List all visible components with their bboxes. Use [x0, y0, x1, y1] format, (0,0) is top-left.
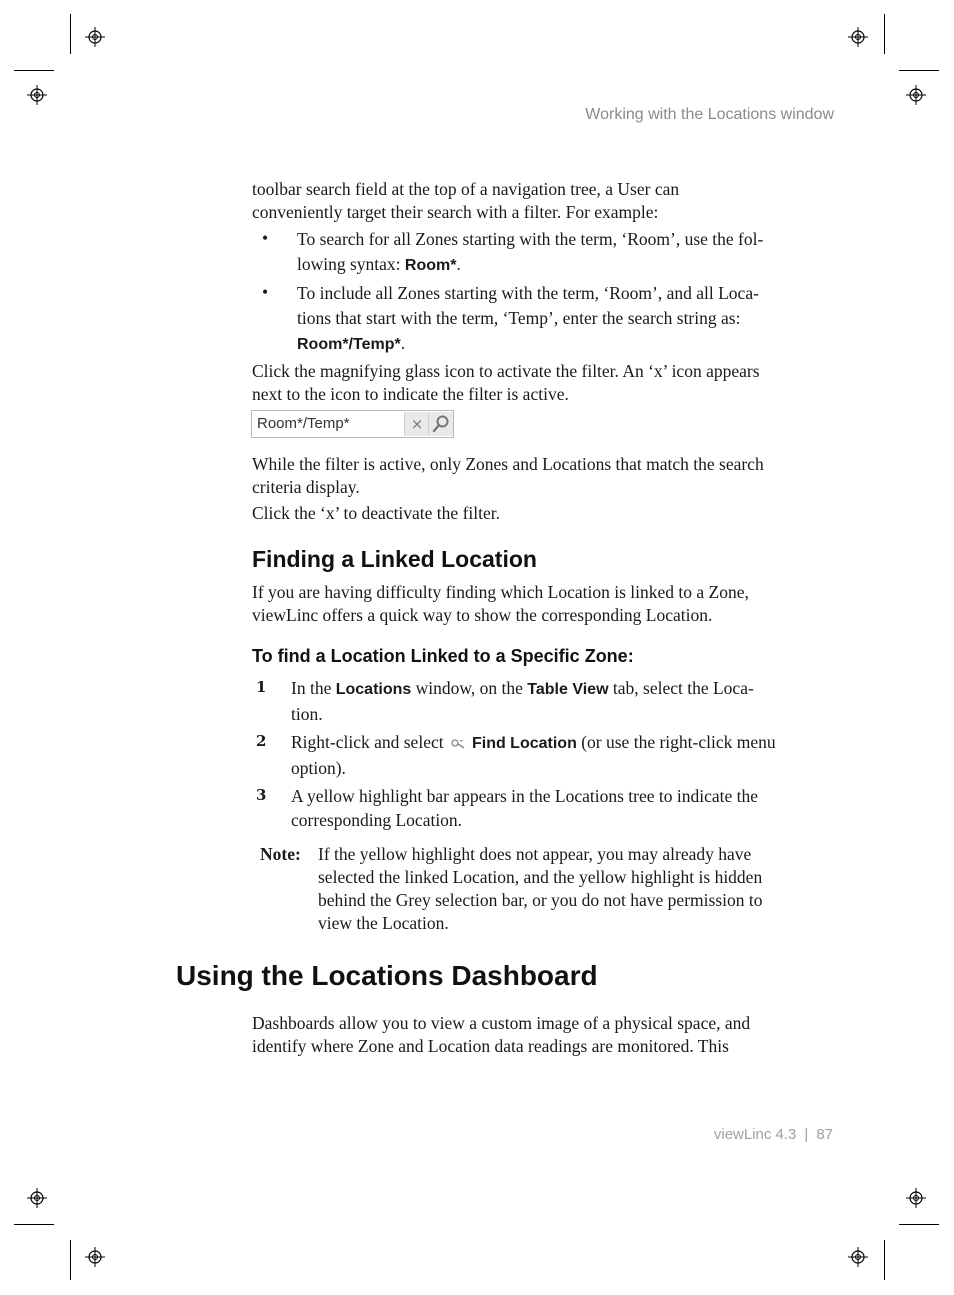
note-line: If the yellow highlight does not appear, you may already have — [318, 844, 752, 864]
linked-location-paragraph — [252, 581, 832, 626]
registration-mark-icon — [85, 1247, 105, 1267]
step-text: tab, select the Loca- — [608, 678, 754, 698]
punctuation: . — [400, 333, 406, 353]
crop-mark — [70, 14, 71, 54]
linked-line: If you are having difficulty finding which Location is linked to a Zone, — [252, 582, 749, 602]
search-input-value[interactable]: Room*/Temp* — [257, 415, 350, 432]
step-number: 1 — [256, 678, 267, 696]
crop-mark — [14, 1224, 54, 1225]
bullet-item — [252, 281, 822, 357]
step-text: window, on the — [411, 678, 528, 698]
registration-mark-icon — [27, 1188, 47, 1208]
section-heading-linked-location: Finding a Linked Location — [252, 546, 537, 572]
filter-line: next to the icon to indicate the filter is active. — [252, 383, 569, 404]
note-line: behind the Grey selection bar, or you do not have permission to — [318, 890, 763, 910]
filter-paragraph — [252, 360, 832, 405]
search-syntax-code: Room*/Temp* — [297, 336, 401, 353]
note-line: view the Location. — [318, 913, 449, 933]
dashboard-line: Dashboards allow you to view a custom image of a physical space, and — [252, 1013, 751, 1033]
step-text: (or use the right-click menu — [576, 732, 776, 752]
deactivate-paragraph: Click the ‘x’ to deactivate the filter. — [252, 503, 500, 523]
bullet-line: To search for all Zones starting with the term, ‘Room’, use the fol- — [297, 229, 764, 249]
bullet-item — [252, 227, 822, 278]
procedure-step — [256, 676, 826, 726]
step-number: 3 — [256, 786, 267, 804]
intro-paragraph — [252, 178, 832, 223]
search-field-example[interactable] — [251, 410, 454, 438]
linked-line: viewLinc offers a quick way to show the corresponding Location. — [252, 604, 713, 625]
registration-mark-icon — [85, 27, 105, 47]
registration-mark-icon — [848, 27, 868, 47]
crop-mark — [70, 1240, 71, 1280]
section-heading-dashboard: Using the Locations Dashboard — [176, 960, 598, 991]
search-syntax-code: Room* — [404, 257, 457, 274]
find-location-icon — [450, 738, 466, 750]
step-text: Right-click and select — [291, 732, 448, 752]
step-text: tion. — [291, 704, 323, 724]
crop-mark — [899, 70, 939, 71]
footer-separator: | — [804, 1126, 809, 1143]
dashboard-paragraph — [252, 1012, 832, 1057]
procedure-step — [256, 730, 826, 780]
note-block — [260, 843, 830, 935]
procedure-step — [256, 784, 826, 832]
footer-product: viewLinc 4.3 — [713, 1126, 797, 1143]
crop-mark — [899, 1224, 939, 1225]
step-text: In the — [291, 678, 336, 698]
punctuation: . — [456, 254, 461, 274]
active-line: criteria display. — [252, 476, 360, 497]
intro-line: conveniently target their search with a filter. For example: — [252, 201, 659, 222]
table-view-tab-label: Table View — [527, 681, 609, 698]
page-footer — [714, 1126, 833, 1143]
intro-line: toolbar search field at the top of a navigation tree, a User can — [252, 179, 680, 199]
bullet-icon: • — [262, 228, 269, 248]
page-number: 87 — [816, 1126, 833, 1143]
bullet-line: To include all Zones starting with the term, ‘Room’, and all Loca- — [297, 283, 759, 303]
active-filter-paragraph — [252, 453, 832, 498]
bullet-line: tions that start with the term, ‘Temp’, enter the search string as: — [297, 308, 741, 328]
step-text: corresponding Location. — [291, 810, 463, 830]
crop-mark — [884, 1240, 885, 1280]
procedure-heading: To find a Location Linked to a Specific Zone: — [252, 646, 634, 666]
registration-mark-icon — [27, 85, 47, 105]
filter-line: Click the magnifying glass icon to activate the filter. An ‘x’ icon appears — [252, 361, 760, 381]
locations-window-label: Locations — [335, 681, 412, 698]
crop-mark — [884, 14, 885, 54]
step-text: option). — [291, 758, 346, 778]
registration-mark-icon — [848, 1247, 868, 1267]
bullet-line: lowing syntax: — [297, 254, 405, 274]
crop-mark — [14, 70, 54, 71]
find-location-menu-label: Find Location — [471, 735, 577, 752]
bullet-icon: • — [262, 282, 269, 302]
dashboard-line: identify where Zone and Location data readings are monitored. This — [252, 1035, 729, 1056]
note-label: Note: — [260, 844, 301, 864]
note-line: selected the linked Location, and the yellow highlight is hidden — [318, 867, 763, 887]
registration-mark-icon — [906, 1188, 926, 1208]
step-text: A yellow highlight bar appears in the Locations tree to indicate the — [291, 786, 759, 806]
active-line: While the filter is active, only Zones and Locations that match the search — [252, 454, 764, 474]
clear-filter-icon[interactable]: × — [404, 412, 429, 436]
magnifying-glass-icon[interactable] — [428, 412, 453, 436]
registration-mark-icon — [906, 85, 926, 105]
running-header: Working with the Locations window — [585, 106, 834, 123]
step-number: 2 — [256, 732, 267, 750]
